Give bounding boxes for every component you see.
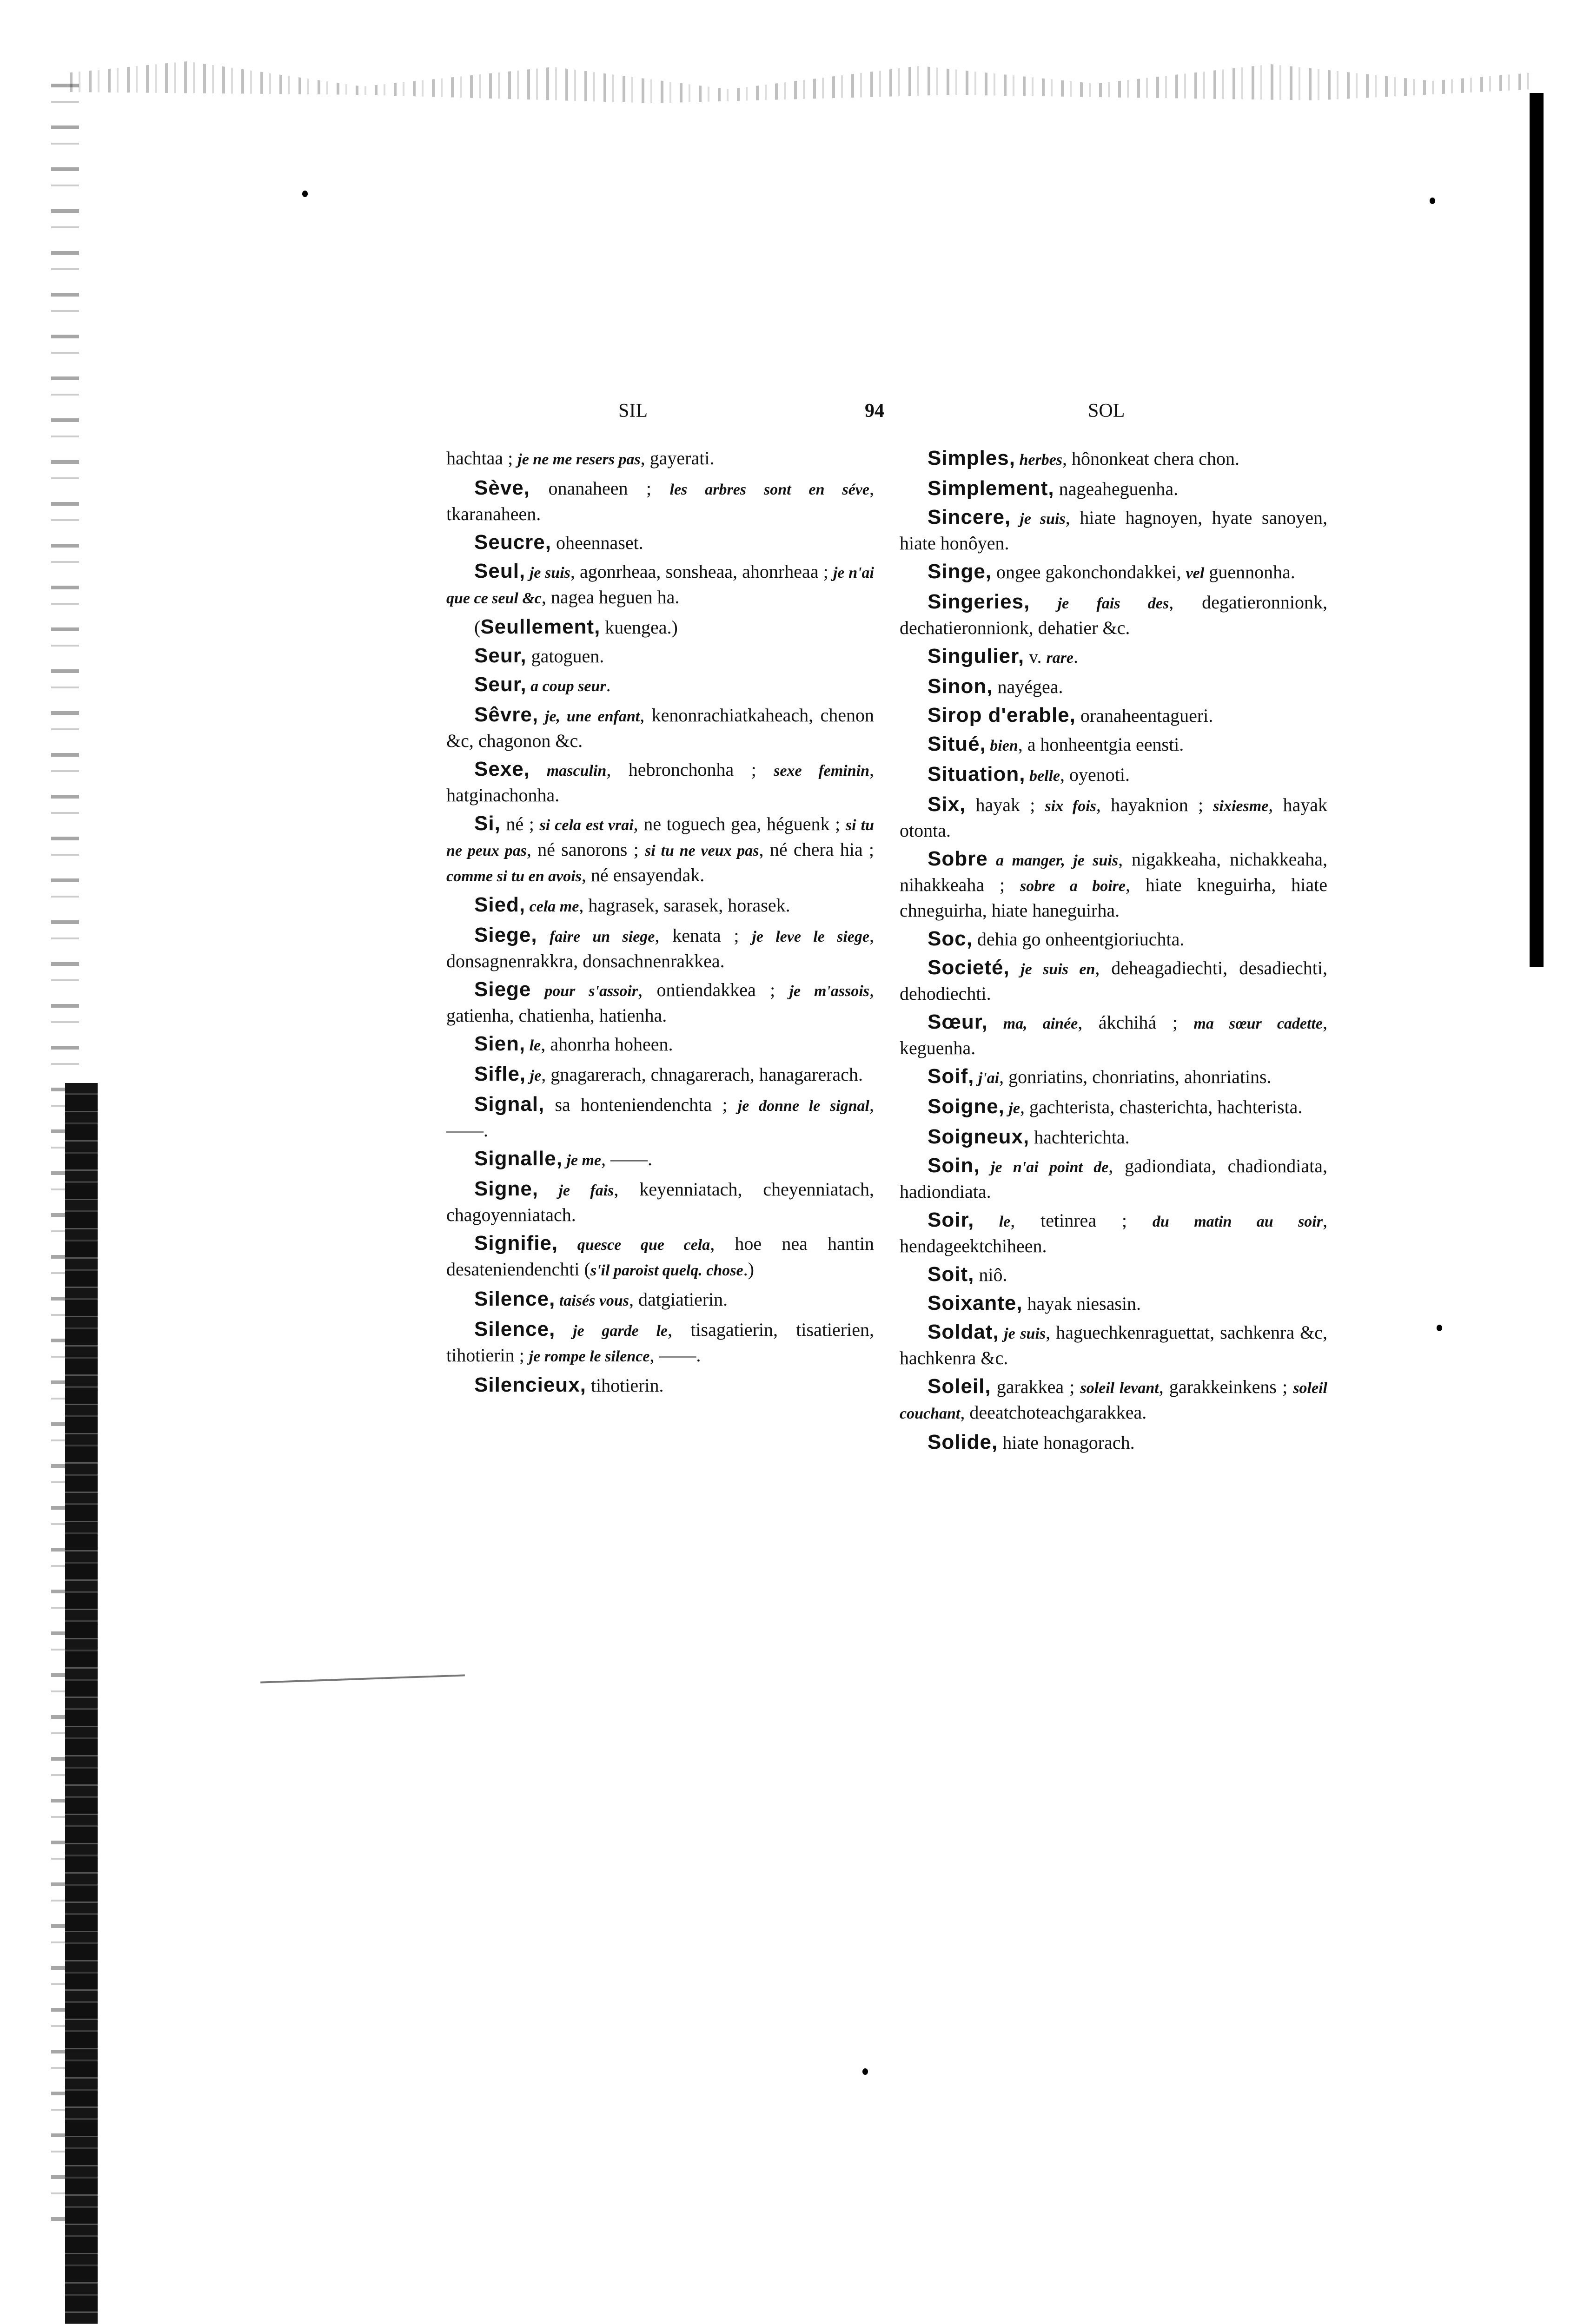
entry-text: , tisagatierin, tisatierien, tihotierin ; (446, 1319, 874, 1366)
running-header (0, 400, 1577, 428)
entry-text: guennonha. (1204, 561, 1295, 582)
scan-noise-top (70, 56, 1534, 112)
entry-text: . (606, 674, 611, 695)
entry-headword: Simples, (928, 447, 1015, 469)
entry-headword: Seucre, (474, 531, 551, 554)
scan-speck (862, 2068, 868, 2075)
entry-headword: Siege, (474, 924, 537, 946)
entry-french-gloss: les arbres sont en séve (669, 481, 869, 498)
entry-headword: Situation, (928, 763, 1026, 786)
entry-headword: Singe, (928, 560, 992, 583)
entry-text: .) (743, 1259, 754, 1280)
dictionary-entry (446, 1092, 874, 1142)
header-left-guideword: SIL (618, 400, 648, 422)
entry-text: . (1073, 646, 1079, 667)
entry-text: , nagea heguen ha. (541, 587, 680, 607)
entry-text: oheennaset. (551, 532, 643, 553)
dictionary-entry (900, 476, 1327, 501)
right-column (900, 446, 1327, 1459)
dictionary-entry (900, 590, 1327, 640)
entry-headword: Seur, (474, 673, 527, 696)
dictionary-entry (900, 1208, 1327, 1258)
entry-text: tihotierin. (586, 1375, 664, 1396)
dictionary-entry (446, 530, 874, 555)
entry-french-gloss: s'il paroist quelq. chose (590, 1262, 743, 1279)
scan-speck (1437, 1325, 1442, 1331)
entry-text: né ; (500, 813, 540, 834)
dictionary-entry (900, 847, 1327, 923)
entry-french-gloss: le (525, 1037, 541, 1054)
dictionary-entry (446, 1177, 874, 1227)
entry-headword: Silencieux, (474, 1373, 586, 1396)
dictionary-entry (446, 559, 874, 611)
dictionary-entry (900, 1374, 1327, 1426)
page-number: 94 (865, 400, 884, 422)
entry-french-gloss: je donne le signal (737, 1097, 869, 1115)
entry-french-gloss: ma, ainée (987, 1015, 1078, 1032)
entry-headword: Signe, (474, 1177, 539, 1200)
entry-text: ongee gakonchondakkei, (992, 561, 1186, 582)
entry-french-gloss: je rompe le silence (529, 1348, 650, 1365)
entry-french-gloss: je (526, 1067, 542, 1084)
dictionary-entry (446, 644, 874, 668)
entry-text: hayak ; (966, 794, 1045, 815)
entry-text: , ahonrha hoheen. (541, 1034, 673, 1055)
entry-french-gloss: si cela est vrai (539, 817, 634, 834)
dictionary-entry (900, 1154, 1327, 1204)
dictionary-entry (446, 812, 874, 889)
entry-text: , hayak otonta. (900, 794, 1327, 841)
entry-french-gloss: six fois (1045, 798, 1096, 815)
entry-headword: Singeries, (928, 590, 1030, 613)
entry-text: , ——. (649, 1345, 701, 1366)
entry-text: , gnagarerach, chnagarerach, hanagarerach. (541, 1064, 863, 1085)
entry-french-gloss: herbes (1015, 451, 1063, 469)
entry-headword: Simplement, (928, 477, 1054, 500)
entry-text: , hendageektchiheen. (900, 1210, 1327, 1256)
entry-text: , a honheentgia eensti. (1018, 734, 1184, 755)
dictionary-entry (900, 1262, 1327, 1287)
entry-french-gloss: je n'ai point de (980, 1159, 1109, 1176)
entry-headword: Sirop d'erable, (928, 704, 1076, 726)
entry-french-gloss: je suis en (1009, 961, 1095, 978)
entry-headword: Soixante, (928, 1292, 1023, 1314)
entry-headword: Siege (474, 978, 531, 1001)
entry-headword: Sêvre, (474, 703, 539, 726)
entry-french-gloss: soleil levant (1080, 1380, 1159, 1397)
entry-text: , hiate kneguirha, hiate chneguirha, hiate haneguirha. (900, 874, 1327, 921)
entry-headword: Solide, (928, 1431, 998, 1453)
entry-headword: Soldat, (928, 1320, 999, 1343)
entry-french-gloss: soleil couchant (900, 1380, 1327, 1422)
entry-french-gloss: si tu ne veux pas (645, 842, 759, 859)
entry-headword: Sien, (474, 1032, 526, 1055)
entry-headword: Silence, (474, 1287, 556, 1310)
entry-french-gloss: sobre a boire (1020, 878, 1126, 895)
entry-french-gloss: le (974, 1213, 1011, 1230)
entry-text: hachterichta. (1029, 1127, 1130, 1148)
entry-text: nayégea. (993, 676, 1063, 697)
dictionary-entry (900, 1125, 1327, 1149)
entry-headword: Seul, (474, 560, 526, 582)
dictionary-entry (900, 674, 1327, 699)
entry-headword: Six, (928, 793, 966, 816)
dictionary-entry (900, 792, 1327, 843)
entry-text: , ——. (601, 1149, 653, 1169)
dictionary-entry (900, 505, 1327, 555)
entry-text: , donsagnenrakkra, donsachnenrakkea. (446, 925, 874, 971)
dictionary-entry (446, 615, 874, 640)
entry-headword: Singulier, (928, 645, 1025, 667)
entry-text: , kenata ; (655, 925, 752, 946)
dictionary-entry (446, 1317, 874, 1369)
entry-french-gloss: je me (562, 1152, 602, 1169)
entry-headword: Seur, (474, 644, 527, 667)
entry-text: , né chera hia ; (759, 839, 874, 860)
scan-speck (302, 191, 308, 197)
entry-text: oranaheentagueri. (1075, 705, 1213, 726)
dictionary-entry (446, 893, 874, 919)
entry-french-gloss: du matin au soir (1152, 1213, 1323, 1230)
left-column (446, 446, 874, 1402)
dictionary-entry (900, 732, 1327, 758)
entry-text: , hagrasek, sarasek, horasek. (579, 895, 790, 916)
dictionary-entry (446, 1287, 874, 1313)
entry-french-gloss: je m'assois (789, 983, 869, 1000)
entry-text: , keyenniatach, cheyenniatach, chagoyenniatach. (446, 1179, 874, 1225)
entry-french-gloss: bien (986, 737, 1018, 754)
entry-text: nageaheguenha. (1054, 478, 1179, 499)
entry-text: hiate honagorach. (998, 1432, 1135, 1453)
entry-headword: Soc, (928, 927, 973, 950)
entry-text: niô. (974, 1264, 1007, 1285)
scan-speck (1430, 198, 1435, 204)
dictionary-entry (446, 476, 874, 526)
dictionary-entry (446, 1373, 874, 1398)
entry-headword: Sobre (928, 847, 988, 870)
entry-french-gloss: sixiesme (1213, 798, 1269, 815)
entry-french-gloss: je (1004, 1100, 1020, 1117)
entry-text: , hiate hagnoyen, hyate sanoyen, hiate honôyen. (900, 507, 1328, 554)
entry-french-gloss: cela me (525, 898, 579, 915)
entry-french-gloss: rare (1046, 649, 1074, 667)
entry-text: , gachterista, chasterichta, hachterista. (1020, 1096, 1303, 1117)
dictionary-entry (446, 757, 874, 807)
entry-headword: Signifie, (474, 1232, 558, 1254)
entry-text: , deheagadiechti, desadiechti, dehodiechti. (900, 957, 1327, 1004)
entry-text: hayak niesasin. (1022, 1293, 1141, 1314)
entry-french-gloss: je n'ai que ce seul &c (446, 564, 874, 607)
entry-text: , ontiendakkea ; (638, 979, 789, 1000)
entry-headword: Signal, (474, 1093, 545, 1116)
entry-headword: Soigneux, (928, 1125, 1030, 1148)
entry-text: , hônonkeat chera chon. (1062, 448, 1239, 469)
entry-text: , nigakkeaha, nichakkeaha, nihakkeaha ; (900, 849, 1327, 895)
entry-french-gloss: j'ai (974, 1070, 1000, 1087)
entry-text: , gadiondiata, chadiondiata, hadiondiata. (900, 1155, 1327, 1202)
entry-headword: Situé, (928, 733, 986, 755)
dictionary-entry (446, 1147, 874, 1173)
entry-french-gloss: je garde le (555, 1322, 668, 1340)
entry-headword: Societé, (928, 956, 1010, 979)
entry-headword: Sifle, (474, 1063, 526, 1085)
entry-text: , né ensayendak. (581, 865, 705, 885)
entry-french-gloss: faire un siege (537, 928, 655, 945)
entry-french-gloss: vel (1186, 565, 1205, 582)
entry-text: , kenonrachiatkaheach, chenon &c, chagonon &c. (446, 705, 875, 751)
entry-headword: Soin, (928, 1154, 980, 1177)
entry-headword: Sœur, (928, 1010, 988, 1033)
dictionary-entry (900, 703, 1327, 728)
entry-french-gloss: a coup seur (526, 678, 606, 695)
entry-french-gloss: belle (1025, 767, 1060, 785)
entry-french-gloss: pour s'assoir (531, 983, 638, 1000)
entry-text: , hoe nea hantin desateniendenchti ( (446, 1233, 874, 1280)
entry-text: , deeatchoteachgarakkea. (960, 1402, 1147, 1423)
entry-text: , hayaknion ; (1096, 794, 1213, 815)
entry-french-gloss: je suis (525, 564, 570, 581)
entry-headword: Sexe, (474, 758, 530, 780)
entry-text: v. (1024, 646, 1047, 667)
entry-french-gloss: si tu ne peux pas (446, 817, 874, 859)
entry-text: hachtaa ; (446, 448, 518, 469)
dictionary-entry (900, 1320, 1327, 1370)
scan-edge-bar (1530, 93, 1544, 967)
entry-text: , gonriatins, chonriatins, ahonriatins. (999, 1066, 1272, 1087)
entry-text: , keguenha. (900, 1012, 1327, 1058)
entry-text: garakkea ; (991, 1376, 1080, 1397)
entry-french-gloss: je fais des (1030, 595, 1169, 612)
entry-headword: Seullement, (480, 615, 601, 638)
dictionary-entry (446, 1032, 874, 1058)
dictionary-entry (900, 446, 1327, 472)
entry-french-gloss: quesce que cela (558, 1236, 710, 1254)
entry-french-gloss: je suis (1011, 510, 1066, 528)
entry-headword: Sinon, (928, 675, 993, 698)
entry-text: , gatienha, chatienha, hatienha. (446, 979, 874, 1026)
entry-headword: Si, (474, 812, 501, 835)
entry-text: , gayerati. (640, 448, 715, 469)
entry-text: dehia go onheentgioriuchta. (972, 929, 1185, 950)
entry-text: , datgiatierin. (629, 1289, 728, 1310)
dictionary-entry (900, 560, 1327, 586)
entry-text: , ákchihá ; (1078, 1012, 1194, 1033)
entry-french-gloss: je, une enfant (538, 708, 640, 725)
entry-text: onanaheen ; (530, 478, 670, 499)
entry-headword: Sève, (474, 476, 530, 499)
pencil-mark (260, 1674, 465, 1683)
entry-headword: Soleil, (928, 1375, 991, 1398)
dictionary-entry (900, 1010, 1327, 1060)
entry-headword: Silence, (474, 1318, 556, 1340)
entry-text: , oyenoti. (1060, 764, 1130, 785)
entry-text: sa honteniendenchta ; (544, 1094, 738, 1115)
entry-headword: Sincere, (928, 506, 1011, 528)
header-right-guideword: SOL (1088, 400, 1125, 422)
entry-text: , haguechkenraguettat, sachkenra &c, hachkenra &c. (900, 1322, 1327, 1368)
entry-french-gloss: taisés vous (555, 1292, 629, 1309)
dictionary-entry (446, 923, 874, 973)
dictionary-entry (446, 446, 874, 472)
dictionary-entry (446, 673, 874, 699)
scan-binding-shadow (65, 1083, 98, 2324)
entry-french-gloss: je leve le siege (752, 928, 869, 945)
entry-french-gloss: masculin (530, 762, 607, 779)
entry-french-gloss: je ne me resers pas (517, 451, 641, 468)
dictionary-entry (446, 703, 874, 753)
entry-headword: Soir, (928, 1208, 974, 1231)
entry-french-gloss: sexe feminin (774, 762, 870, 779)
dictionary-entry (900, 927, 1327, 951)
entry-headword: Soif, (928, 1065, 974, 1088)
entry-headword: Signalle, (474, 1147, 563, 1170)
entry-text: , hebronchonha ; (606, 759, 774, 780)
entry-french-gloss: a manger, je suis (987, 852, 1119, 869)
entry-text: , tetinrea ; (1010, 1210, 1153, 1231)
dictionary-entry (446, 1062, 874, 1088)
entry-text: , garakkeinkens ; (1159, 1376, 1293, 1397)
dictionary-entry (900, 1064, 1327, 1090)
entry-text: ( (474, 617, 481, 638)
dictionary-entry (900, 1430, 1327, 1455)
entry-text: , né sanorons ; (526, 839, 645, 860)
dictionary-entry (446, 1231, 874, 1283)
dictionary-entry (900, 1291, 1327, 1316)
entry-text: gatoguen. (526, 646, 604, 667)
dictionary-entry (446, 977, 874, 1028)
entry-french-gloss: ma sœur cadette (1193, 1015, 1323, 1032)
entry-text: , degatieronnionk, dechatieronnionk, dehatier &c. (900, 592, 1328, 638)
entry-text: , ——. (446, 1094, 874, 1141)
entry-text: , tkaranaheen. (446, 478, 874, 524)
entry-text: , ne toguech gea, héguenk ; (633, 813, 846, 834)
dictionary-entry (900, 644, 1327, 670)
entry-text: kuengea.) (600, 617, 678, 638)
entry-french-gloss: je fais (538, 1182, 614, 1199)
entry-headword: Soigne, (928, 1095, 1005, 1118)
dictionary-entry (900, 956, 1327, 1006)
dictionary-entry (900, 1095, 1327, 1121)
entry-headword: Sied, (474, 893, 526, 916)
entry-text: , agonrheaa, sonsheaa, ahonrheaa ; (570, 561, 833, 582)
entry-headword: Soit, (928, 1263, 974, 1286)
entry-french-gloss: comme si tu en avois (446, 868, 582, 885)
entry-text: , hatginachonha. (446, 759, 875, 805)
entry-french-gloss: je suis (999, 1325, 1046, 1342)
dictionary-entry (900, 762, 1327, 788)
